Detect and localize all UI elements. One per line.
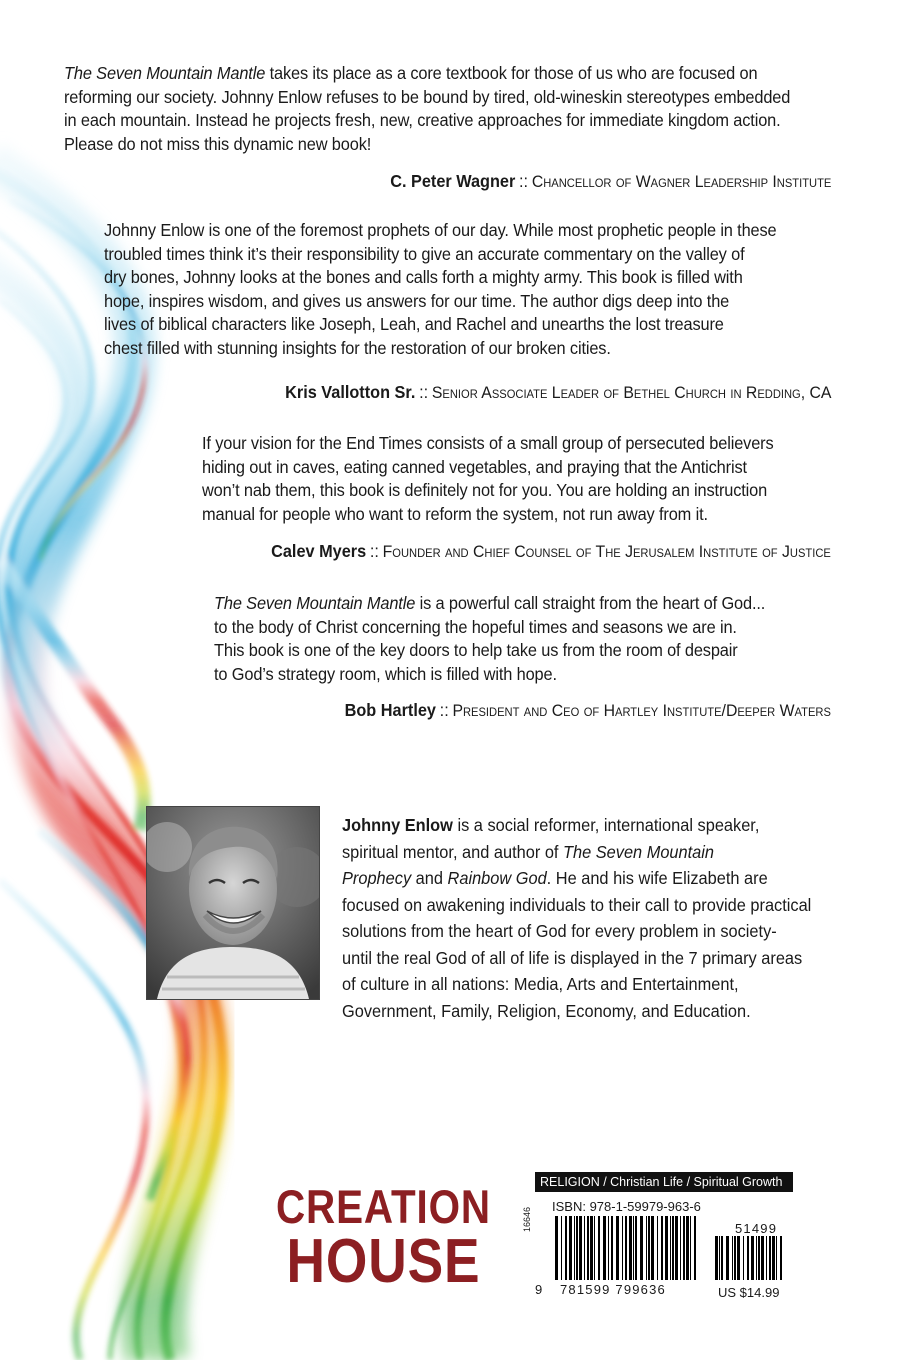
barcode-bar — [686, 1216, 689, 1280]
barcode-bar — [715, 1236, 718, 1280]
endorser-name: Calev Myers — [271, 541, 367, 561]
testimonial-line: chest filled with stunning insights for the restoration of our broken cities. — [104, 337, 611, 358]
testimonial-line: Please do not miss this dynamic new book! — [64, 133, 372, 154]
barcode-bar — [694, 1216, 696, 1280]
barcode-bar — [734, 1236, 736, 1280]
barcode-bar — [670, 1216, 671, 1280]
isbn-label: ISBN: 978-1-59979-963-6 — [552, 1199, 701, 1214]
book-title: The Seven Mountain Mantle — [64, 63, 266, 83]
barcode-bar — [680, 1216, 681, 1280]
barcode-bar — [561, 1216, 562, 1280]
barcode-bar — [675, 1216, 678, 1280]
author-bio — [342, 812, 863, 1024]
testimonial-attribution — [345, 700, 831, 721]
barcode-bar — [608, 1216, 609, 1280]
barcode-bar — [758, 1236, 760, 1280]
barcode-bar — [756, 1236, 757, 1280]
barcode-bar — [565, 1216, 567, 1280]
testimonial-line: If your vision for the End Times consists of a small group of persecuted believers — [202, 433, 774, 453]
barcode-bar — [590, 1216, 593, 1280]
testimonial-attribution — [271, 541, 831, 562]
testimonial-text — [104, 219, 777, 360]
separator: :: — [439, 700, 449, 720]
barcode-bar — [629, 1216, 632, 1280]
testimonial-line: lives of biblical characters like Joseph, Leah, and Rachel and unearths the lost treasure — [104, 314, 724, 334]
barcode-addon-digits: 51499 — [735, 1221, 778, 1236]
separator: :: — [518, 171, 528, 191]
testimonial-text — [214, 592, 765, 686]
barcode-bar — [726, 1236, 729, 1280]
endorser-title: President and Ceo of Hartley Institute/Deeper Waters — [452, 701, 831, 720]
publisher-logo — [276, 1180, 491, 1296]
testimonial-line: to the body of Christ concerning the hopeful times and seasons we are in. — [214, 616, 737, 637]
barcode-bar — [603, 1216, 606, 1280]
barcode-bar — [721, 1236, 723, 1280]
testimonial-line: hiding out in caves, eating canned vegetables, and praying that the Antichrist — [202, 456, 747, 477]
barcode-bar — [594, 1216, 595, 1280]
testimonial-line: The Seven Mountain Mantle takes its place as a core textbook for those of us who are focused on — [64, 63, 758, 83]
barcode-bar — [683, 1216, 685, 1280]
bio-line: Government, Family, Religion, Economy, and Education. — [342, 1000, 751, 1021]
barcode-bar — [780, 1236, 782, 1280]
bio-line: Prophecy and Rainbow God. He and his wife Elizabeth are — [342, 868, 768, 888]
barcode-bar — [555, 1216, 558, 1280]
endorser-title: Chancellor of Wagner Leadership Institute — [531, 172, 831, 191]
barcode-bar — [672, 1216, 674, 1280]
barcode-bar — [579, 1216, 582, 1280]
testimonial-line: manual for people who want to reform the system, not run away from it. — [202, 503, 708, 524]
barcode-bar — [622, 1216, 623, 1280]
publisher-name-line2: HOUSE — [286, 1227, 481, 1296]
barcode-bar — [640, 1216, 643, 1280]
barcode-bar — [584, 1216, 585, 1280]
separator: :: — [370, 541, 380, 561]
bio-line: Johnny Enlow is a social reformer, international speaker, — [342, 815, 760, 835]
bio-line: focused on awakening individuals to their call to provide practical — [342, 894, 812, 915]
barcode-bar — [657, 1216, 658, 1280]
barcode-bar — [587, 1216, 589, 1280]
testimonial-line: to God’s strategy room, which is filled with hope. — [214, 663, 557, 684]
barcode-bar — [648, 1216, 650, 1280]
barcode-bar — [776, 1236, 777, 1280]
testimonial-line: hope, inspires wisdom, and gives us answers for our time. The author digs deep into the — [104, 290, 730, 311]
testimonial-line: dry bones, Johnny looks at the bones and calls forth a mighty army. This book is filled with — [104, 267, 743, 287]
barcode-bar — [719, 1236, 720, 1280]
barcode-bar — [732, 1236, 733, 1280]
testimonial-line: The Seven Mountain Mantle is a powerful call straight from the heart of God... — [214, 593, 766, 613]
barcode-bar — [665, 1216, 668, 1280]
testimonial-line: troubled times think it’s their responsibility to give an accurate commentary on the valley of — [104, 243, 745, 264]
barcode-bar — [625, 1216, 627, 1280]
endorser-name: C. Peter Wagner — [389, 171, 515, 191]
barcode-digits: 781599 799636 — [560, 1282, 666, 1297]
barcode-bar — [766, 1236, 767, 1280]
testimonial-line: in each mountain. Instead he projects fresh, new, creative approaches for immediate kingdom action. — [64, 110, 781, 130]
barcode-bar — [751, 1236, 754, 1280]
barcode-bar — [661, 1216, 663, 1280]
author-name: Johnny Enlow — [342, 815, 453, 835]
barcode-bar — [598, 1216, 600, 1280]
barcode-bar — [635, 1216, 637, 1280]
endorser-title: Founder and Chief Counsel of The Jerusalem Institute of Justice — [382, 542, 831, 561]
barcode-bar — [743, 1236, 744, 1280]
testimonial-line: Johnny Enlow is one of the foremost prophets of our day. While most prophetic people in these — [104, 220, 777, 240]
barcode-bar — [611, 1216, 613, 1280]
testimonial-line: won’t nab them, this book is definitely not for you. You are holding an instruction — [202, 480, 768, 500]
barcode-bar — [690, 1216, 691, 1280]
separator: :: — [418, 382, 428, 402]
book-title: The Seven Mountain — [563, 841, 715, 862]
bio-line: of culture in all nations: Media, Arts and Entertainment, — [342, 974, 739, 994]
barcode-side-code: 16646 — [522, 1206, 532, 1232]
publisher-name-line1: CREATION — [276, 1180, 491, 1233]
author-photo — [146, 806, 320, 1000]
bio-line: solutions from the heart of God for every problem in society- — [342, 921, 777, 941]
price-label: US $14.99 — [718, 1285, 780, 1300]
book-title: Rainbow God — [447, 868, 547, 888]
testimonial-attribution — [390, 171, 831, 192]
barcode-bar — [616, 1216, 619, 1280]
barcode-bar — [646, 1216, 647, 1280]
barcode-bar — [747, 1236, 749, 1280]
barcode-bar — [574, 1216, 575, 1280]
testimonial-line: reforming our society. Johnny Enlow refuses to be bound by tired, old-wineskin stereotypes embedded — [64, 86, 791, 107]
book-title: Prophecy — [342, 868, 412, 888]
endorser-name: Bob Hartley — [344, 700, 437, 720]
bio-line: until the real God of all of life is displayed in the 7 primary areas — [342, 947, 803, 968]
barcode-bar — [769, 1236, 771, 1280]
testimonial-text — [202, 432, 774, 526]
barcode-bar — [737, 1236, 740, 1280]
barcode-bar — [633, 1216, 634, 1280]
testimonial-line: This book is one of the key doors to help take us from the room of despair — [214, 640, 738, 660]
barcode-bar — [651, 1216, 654, 1280]
endorser-title: Senior Associate Leader of Bethel Church in Redding, CA — [431, 383, 831, 402]
endorser-name: Kris Vallotton Sr. — [284, 382, 415, 402]
barcode-first-digit: 9 — [535, 1282, 543, 1297]
testimonial-text — [64, 62, 790, 156]
testimonial-attribution — [285, 382, 831, 403]
barcode-bar — [761, 1236, 764, 1280]
bio-line: spiritual mentor, and author of The Seven Mountain — [342, 841, 715, 862]
barcode-bar — [772, 1236, 775, 1280]
book-title: The Seven Mountain Mantle — [214, 593, 416, 613]
barcode-bar — [569, 1216, 572, 1280]
category-label: RELIGION / Christian Life / Spiritual Growth — [535, 1172, 793, 1192]
barcode-bar — [576, 1216, 578, 1280]
